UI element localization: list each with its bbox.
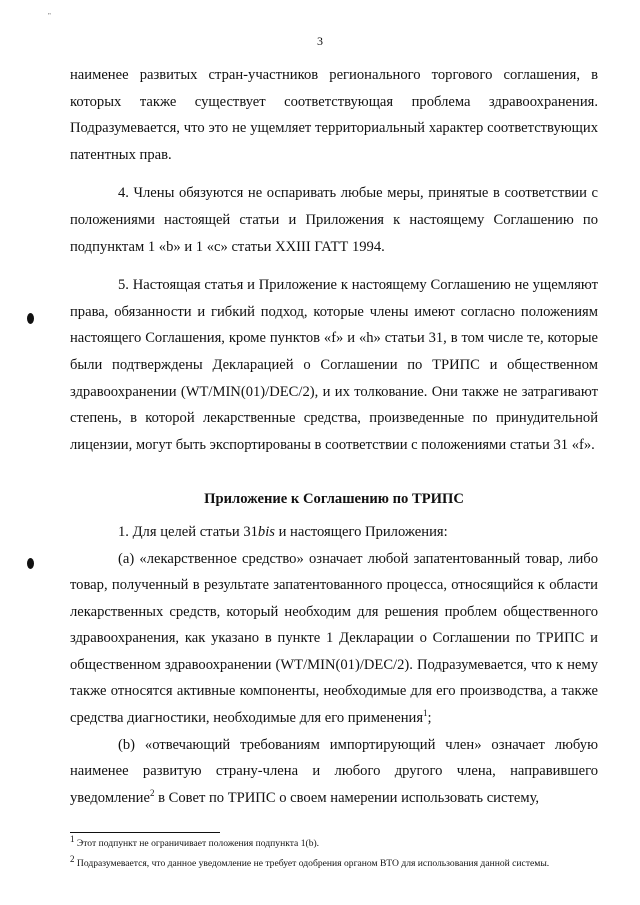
annex-paragraph-b (70, 732, 598, 812)
annex-heading: Приложение к Соглашению по ТРИПС (204, 491, 464, 508)
footnote-ref-1: 1 (423, 708, 428, 719)
scan-speck: " (48, 12, 51, 20)
page-number: 3 (317, 34, 323, 48)
paragraph-continued: наименее развитых стран-участников регионального торгового соглашения, в которых также существует соответствующая проблема здравоохранения. Подразумевается, что это не ущемляет территориальный характер соответствующих патентных прав. (70, 67, 598, 163)
annex-pb-start: (b) «отвечающий требованиям импортирующий член» означает любую наименее развитую страну-члена и любого другого члена, направившего уведомление (70, 736, 598, 806)
paragraph-5: 5. Настоящая статья и Приложение к настоящему Соглашению не ущемляют права, обязанности и гибкий подход, которые члены имеют согласно положениям настоящего Соглашения, кроме пунктов «f» и «h» статьи 31, в том числе те, которые были подтверждены Декларацией о Соглашении по ТРИПС и общественном здравоохранении (WT/MIN(01)/DEC/2), и их толкование. Они также не затрагивают степень, в которой лекарственные средства, произведенные по принудительной лицензии, могут быть экспортированы в соответствии с положениями статьи 31 «f». (70, 277, 598, 453)
annex-pa-end: ; (427, 710, 432, 727)
footnote-2 (70, 853, 598, 869)
punch-hole-mark (27, 313, 34, 324)
document-body (70, 62, 598, 811)
annex-p1-start: 1. Для целей статьи 31 (118, 523, 258, 540)
paragraph-4: 4. Члены обязуются не оспаривать любые меры, принятые в соответствии с положениями настоящей статьи и Приложения к настоящему Соглашению по подпунктам 1 «b» и 1 «c» статьи XXIII ГАТТ 1994. (70, 185, 598, 255)
footnote-2-text: Подразумевается, что данное уведомление не требует одобрения органом ВТО для использования данной системы. (76, 858, 550, 869)
footnote-ref-2: 2 (149, 787, 155, 798)
punch-hole-mark (27, 558, 34, 569)
footnote-separator (70, 832, 220, 833)
footnote-1-mark: 1 (70, 833, 75, 844)
annex-pa-text: (a) «лекарственное средство» означает любой запатентованный товар, либо товар, полученный в результате запатентованного процесса, относящийся к области лекарственных средств, который необходим для решения проблем общественного здравоохранения, как указано в пункте 1 Декларации о Соглашении по ТРИПС и общественном здравоохранении (WT/MIN(01)/DEC/2). Подразумевается, что к нему также относятся активные компоненты, необходимые для его производства, а также средства диагностики, необходимые для его применения (70, 550, 598, 727)
annex-paragraph-1 (70, 519, 598, 546)
footnote-1 (70, 833, 598, 849)
annex-pb-end: в Совет по ТРИПС о своем намерении использовать систему, (154, 789, 540, 806)
annex-paragraph-a (70, 546, 598, 732)
annex-p1-end: и настоящего Приложения: (274, 523, 448, 540)
footnote-2-mark: 2 (70, 853, 75, 864)
annex-p1-italic: bis (257, 523, 275, 540)
footnote-1-text: Этот подпункт не ограничивает положения подпункта 1(b). (76, 838, 320, 849)
